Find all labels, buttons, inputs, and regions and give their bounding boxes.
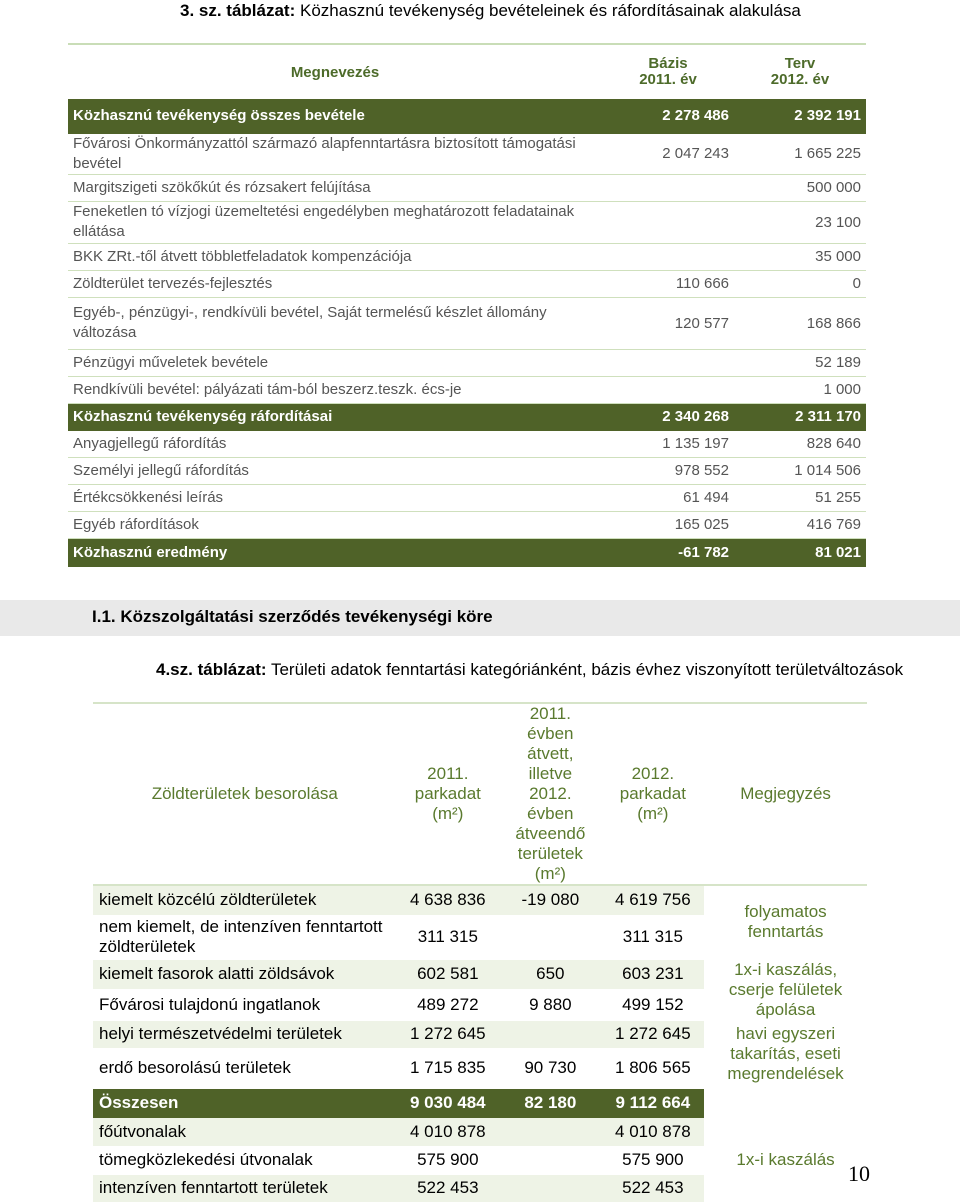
table-revenue-expenses [68, 43, 866, 567]
row-label: Anyagjellegű ráfordítás [68, 430, 602, 457]
row-label: erdő besorolású területek [93, 1048, 397, 1088]
area-value: 575 900 [397, 1146, 500, 1174]
table-row [68, 133, 866, 174]
base-value: 120 577 [602, 297, 734, 349]
base-value [602, 174, 734, 201]
base-value [602, 349, 734, 376]
col-header-2011: 2011. parkadat (m²) [397, 703, 500, 885]
col-header-name: Megnevezés [68, 44, 602, 99]
base-value: 2 278 486 [602, 99, 734, 133]
table-row [68, 511, 866, 538]
area-value [499, 1146, 602, 1174]
note-cell: folyamatos fenntartás [704, 885, 867, 959]
note-cell: 1x-i kaszálás, cserje felületek ápolása [704, 959, 867, 1020]
table2-caption [156, 660, 903, 680]
area-value: 1 715 835 [397, 1048, 500, 1088]
note-empty [704, 1088, 867, 1118]
col-header-category: Zöldterületek besorolása [93, 703, 397, 885]
plan-value: 23 100 [734, 201, 866, 243]
table-row [68, 403, 866, 430]
table-green-areas [93, 702, 867, 1203]
col-header-2012: 2012. parkadat (m²) [602, 703, 705, 885]
area-value [499, 1174, 602, 1202]
row-label: Összesen [93, 1088, 397, 1118]
row-label: Közhasznú eredmény [68, 538, 602, 566]
area-value: 650 [499, 959, 602, 990]
row-label: kiemelt fasorok alatti zöldsávok [93, 959, 397, 990]
row-label: Zöldterület tervezés-fejlesztés [68, 270, 602, 297]
area-value: 9 112 664 [602, 1088, 705, 1118]
plan-value: 500 000 [734, 174, 866, 201]
row-label: Fővárosi Önkormányzattól származó alapfenntartásra biztosított támogatási bevétel [68, 133, 602, 174]
row-label: Margitszigeti szökőkút és rózsakert felújítása [68, 174, 602, 201]
table-row [68, 270, 866, 297]
area-value [499, 1118, 602, 1146]
table-row [68, 174, 866, 201]
area-value: 4 619 756 [602, 885, 705, 915]
base-value [602, 376, 734, 403]
row-label: főútvonalak [93, 1118, 397, 1146]
row-label: intenzíven fenntartott területek [93, 1174, 397, 1202]
plan-value: 2 311 170 [734, 403, 866, 430]
area-value: 522 453 [397, 1174, 500, 1202]
note-cell: havi egyszeri takarítás, eseti megrendelések [704, 1020, 867, 1088]
row-label: Értékcsökkenési leírás [68, 484, 602, 511]
area-value: 82 180 [499, 1088, 602, 1118]
base-value: -61 782 [602, 538, 734, 566]
area-value: -19 080 [499, 885, 602, 915]
plan-value: 1 000 [734, 376, 866, 403]
table-row [68, 243, 866, 270]
table-row [68, 538, 866, 566]
plan-value: 1 014 506 [734, 457, 866, 484]
area-value: 499 152 [602, 990, 705, 1021]
plan-value: 2 392 191 [734, 99, 866, 133]
row-label: Rendkívüli bevétel: pályázati tám-ból beszerz.teszk. écs-je [68, 376, 602, 403]
table2-caption-prefix: 4.sz. táblázat: [156, 660, 267, 679]
plan-value: 168 866 [734, 297, 866, 349]
plan-value: 35 000 [734, 243, 866, 270]
plan-value: 416 769 [734, 511, 866, 538]
area-value: 575 900 [602, 1146, 705, 1174]
area-value: 602 581 [397, 959, 500, 990]
table-row [68, 99, 866, 133]
base-value: 61 494 [602, 484, 734, 511]
plan-value: 0 [734, 270, 866, 297]
table-row [68, 201, 866, 243]
plan-value: 81 021 [734, 538, 866, 566]
base-value: 110 666 [602, 270, 734, 297]
area-value [499, 1020, 602, 1048]
col-header-note: Megjegyzés [704, 703, 867, 885]
row-label: Egyéb-, pénzügyi-, rendkívüli bevétel, Saját termelésű készlet állomány változása [68, 297, 602, 349]
area-value: 1 272 645 [397, 1020, 500, 1048]
row-label: helyi természetvédelmi területek [93, 1020, 397, 1048]
table-row [68, 349, 866, 376]
page-number: 10 [848, 1161, 870, 1186]
base-value [602, 201, 734, 243]
table1-caption-text: Közhasznú tevékenység bevételeinek és ráfordításainak alakulása [295, 1, 801, 20]
area-value: 90 730 [499, 1048, 602, 1088]
row-label: Közhasznú tevékenység ráfordításai [68, 403, 602, 430]
table-row [68, 297, 866, 349]
table2-caption-text: Területi adatok fenntartási kategóriánként, bázis évhez viszonyított területváltozások [266, 660, 904, 679]
row-label: Pénzügyi műveletek bevétele [68, 349, 602, 376]
area-value: 311 315 [602, 915, 705, 959]
table-row [68, 457, 866, 484]
area-value: 311 315 [397, 915, 500, 959]
area-value: 4 638 836 [397, 885, 500, 915]
row-label: BKK ZRt.-től átvett többletfeladatok kompenzációja [68, 243, 602, 270]
table-row [93, 959, 867, 990]
table-row [93, 1118, 867, 1146]
table-row [93, 1020, 867, 1048]
base-value: 2 047 243 [602, 133, 734, 174]
area-value: 603 231 [602, 959, 705, 990]
col-header-base: Bázis 2011. év [602, 44, 734, 99]
row-label: Közhasznú tevékenység összes bevétele [68, 99, 602, 133]
plan-value: 51 255 [734, 484, 866, 511]
base-value: 978 552 [602, 457, 734, 484]
table-row [68, 376, 866, 403]
row-label: tömegközlekedési útvonalak [93, 1146, 397, 1174]
base-value: 1 135 197 [602, 430, 734, 457]
table-row [68, 484, 866, 511]
row-label: Személyi jellegű ráfordítás [68, 457, 602, 484]
plan-value: 52 189 [734, 349, 866, 376]
row-label: Egyéb ráfordítások [68, 511, 602, 538]
area-value: 1 806 565 [602, 1048, 705, 1088]
row-label: kiemelt közcélú zöldterületek [93, 885, 397, 915]
col-header-change: 2011. évben átvett, illetve 2012. évben átveendő területek (m²) [499, 703, 602, 885]
area-value [499, 915, 602, 959]
table1-caption [180, 0, 801, 22]
table1-caption-prefix: 3. sz. táblázat: [180, 1, 296, 20]
area-value: 489 272 [397, 990, 500, 1021]
area-value: 9 030 484 [397, 1088, 500, 1118]
base-value: 165 025 [602, 511, 734, 538]
area-value: 1 272 645 [602, 1020, 705, 1048]
section-heading: I.1. Közszolgáltatási szerződés tevékenységi köre [92, 607, 493, 626]
area-value: 4 010 878 [397, 1118, 500, 1146]
base-value [602, 243, 734, 270]
col-header-plan: Terv 2012. év [734, 44, 866, 99]
area-value: 9 880 [499, 990, 602, 1021]
note-cell: 1x-i kaszálás [704, 1118, 867, 1202]
row-label: Fővárosi tulajdonú ingatlanok [93, 990, 397, 1021]
plan-value: 828 640 [734, 430, 866, 457]
table-row [68, 430, 866, 457]
row-label: nem kiemelt, de intenzíven fenntartott zöldterületek [93, 915, 397, 959]
area-value: 522 453 [602, 1174, 705, 1202]
base-value: 2 340 268 [602, 403, 734, 430]
area-value: 4 010 878 [602, 1118, 705, 1146]
table-row [93, 885, 867, 915]
row-label: Feneketlen tó vízjogi üzemeltetési engedélyben meghatározott feladatainak ellátása [68, 201, 602, 243]
total-row [93, 1088, 867, 1118]
plan-value: 1 665 225 [734, 133, 866, 174]
